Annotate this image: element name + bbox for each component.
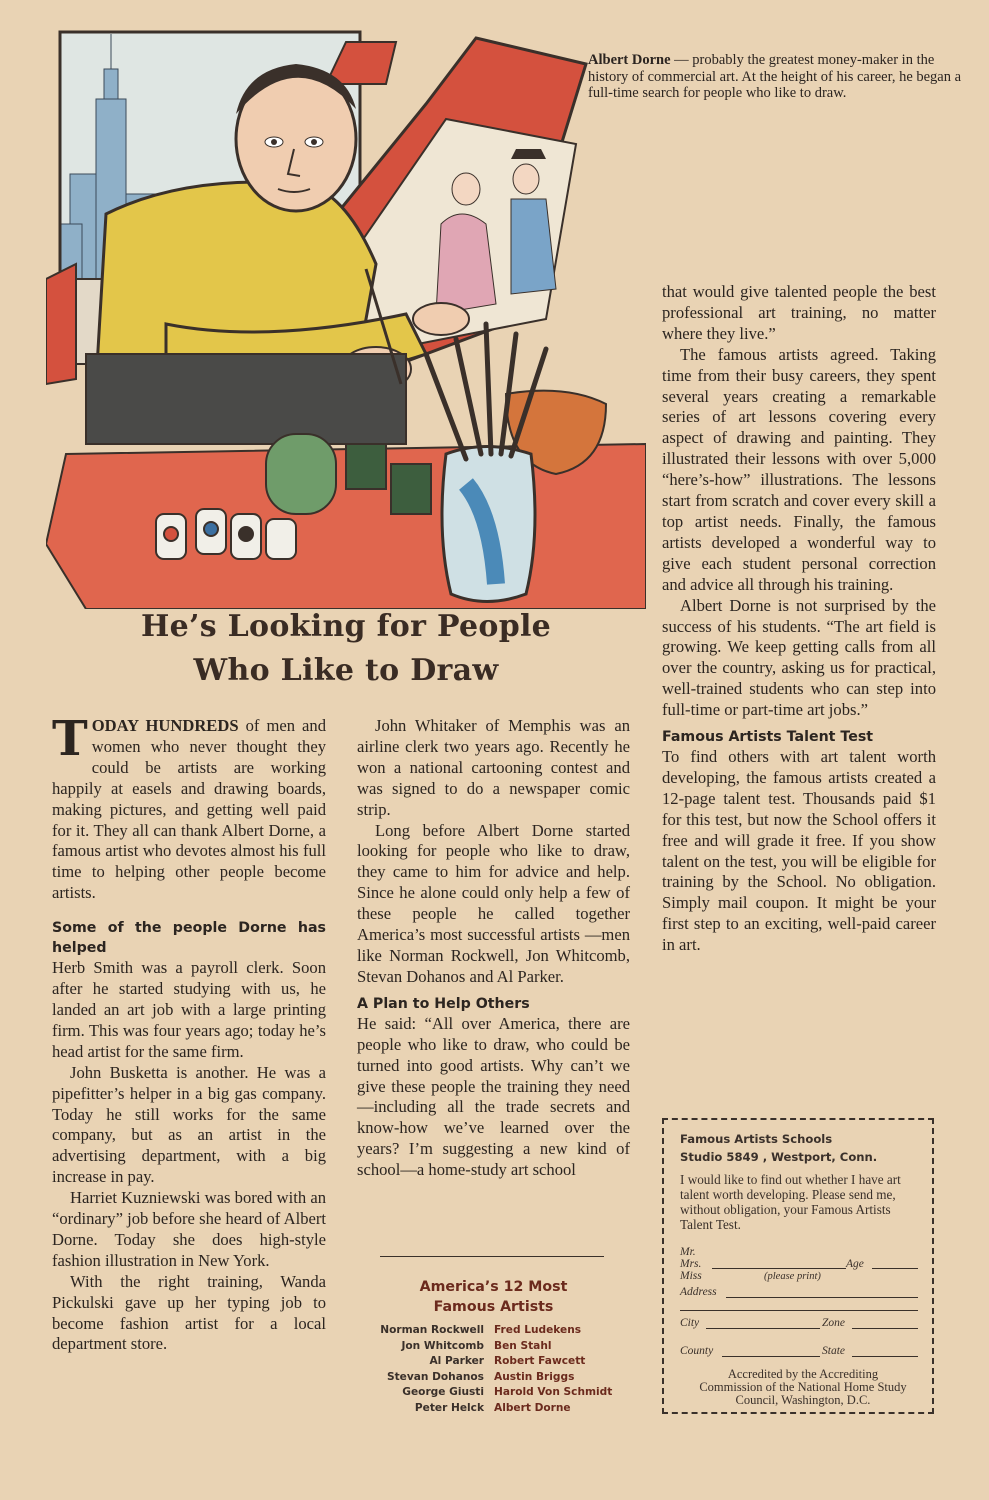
artist-name: Ben Stahl xyxy=(494,1339,552,1352)
section-heading-helped: Some of the people Dorne has helped xyxy=(52,920,326,957)
article-column-2 xyxy=(357,716,630,1181)
artist-name: Fred Ludekens xyxy=(494,1324,582,1336)
coupon-body: I would like to find out whether I have art talent worth developing. Please send me, without obligation, your Famous Artists Talent Test. xyxy=(680,1172,901,1232)
zone-line[interactable] xyxy=(852,1328,918,1329)
paragraph: With the right training, Wanda Pickulski gave up her typing job to become fashion artist for a local department store. xyxy=(52,1271,326,1354)
paragraph: that would give talented people the best professional art training, no matter where they live.” xyxy=(662,282,936,343)
mail-coupon[interactable] xyxy=(662,1118,934,1414)
paragraph: John Whitaker of Memphis was an airline clerk two years ago. Recently he won a national cartooning contest and was signed to do a newspaper comic strip. xyxy=(357,716,630,819)
famous-artists-list xyxy=(350,1323,650,1416)
artist-name: Albert Dorne xyxy=(494,1401,571,1414)
list-item xyxy=(350,1339,650,1355)
albert-dorne-illustration xyxy=(46,24,646,609)
intro-smallcaps: ODAY HUNDREDS xyxy=(91,716,239,735)
please-print-note: (please print) xyxy=(764,1271,821,1282)
paragraph: Albert Dorne is not surprised by the success of his students. “The art field is growing. We keep getting calls from all over the country, asking us for practical, well-trained students who can step into full-time or part-time art jobs.” xyxy=(662,595,936,720)
headline-line-1: He’s Looking for People xyxy=(140,609,552,644)
artist-name: Austin Briggs xyxy=(494,1370,575,1383)
mr-label: Mr. xyxy=(680,1246,696,1258)
paragraph: Long before Albert Dorne started looking for people who like to draw, they came to him for advice and help. Since he alone could only help a few of these people he called together America’s most successful artists —men like Norman Rockwell, Jon Whitcomb, Stevan Dohanos and Al Parker. xyxy=(357,820,630,986)
age-label: Age xyxy=(846,1258,864,1270)
age-line[interactable] xyxy=(872,1268,918,1269)
state-label: State xyxy=(822,1345,845,1357)
county-label: County xyxy=(680,1345,714,1357)
coupon-studio-address: Studio 5849 , Westport, Conn. xyxy=(680,1150,878,1164)
city-line[interactable] xyxy=(706,1328,820,1329)
paragraph: Harriet Kuzniewski was bored with an “ordinary” job before she heard of Albert Dorne. Today she does high-style fashion illustration in New York. xyxy=(52,1188,326,1270)
coupon-title xyxy=(680,1130,930,1166)
name-line[interactable] xyxy=(712,1268,846,1269)
list-item xyxy=(350,1370,650,1386)
caption-text: — probably the greatest money-maker in the history of commercial art. At the height of his career, he began a full-time search for people who like to draw. xyxy=(588,52,962,101)
drop-cap: T xyxy=(52,711,88,767)
artist-name: Norman Rockwell xyxy=(380,1324,484,1336)
artist-name: Robert Fawcett xyxy=(494,1355,586,1367)
artist-name: Al Parker xyxy=(429,1355,484,1367)
caption-name: Albert Dorne xyxy=(588,52,671,68)
famous-artists-title-line-2: Famous Artists xyxy=(433,1299,554,1315)
divider xyxy=(380,1256,604,1257)
headline xyxy=(46,605,646,693)
headline-line-2: Who Like to Draw xyxy=(193,653,499,688)
coupon-school-name: Famous Artists Schools xyxy=(680,1132,833,1146)
paragraph: He said: “All over America, there are people who like to draw, who could be turned into good artists. Why can’t we give these people the training they need—including all the trade secrets and know-how we’ve learned over the years? I’m suggesting a new kind of school—a home-study art school xyxy=(357,1013,630,1180)
address-line[interactable] xyxy=(726,1297,918,1298)
famous-artists-title xyxy=(357,1277,630,1317)
list-item xyxy=(350,1385,650,1401)
zone-label: Zone xyxy=(822,1317,845,1329)
intro-paragraph xyxy=(52,711,326,904)
paragraph: To find others with art talent worth developing, the famous artists created a 12-page talent test. Thousands paid $1 for this test, but now the School offers it free and will grade it free. If you show talent on the test, you will be eligible for training by the School. No obligation. Simply mail coupon. It might be your first step to an exciting, well-paid career in art. xyxy=(662,747,936,955)
paragraph: Herb Smith was a payroll clerk. Soon after he started studying with us, he landed an art job with a large printing firm. This was four years ago; today he’s head artist for the same firm. xyxy=(52,958,326,1061)
article-column-1 xyxy=(52,711,326,1355)
artist-name: George Giusti xyxy=(402,1386,484,1398)
county-line[interactable] xyxy=(722,1356,820,1357)
artist-name: Jon Whitcomb xyxy=(401,1339,484,1352)
intro-text: of men and women who never thought they could be artists are working happily at easels and drawing boards, making pictures, and getting well paid for it. They all can thank Albert Dorne, a famous artist who devotes almost his full time to helping other people become artists. xyxy=(52,716,326,903)
artist-name: Stevan Dohanos xyxy=(386,1370,484,1383)
paragraph: The famous artists agreed. Taking time from their busy careers, they spent several years creating a remarkable series of art lessons covering every aspect of drawing and painting. They illustrated their lessons with over 5,000 “here’s-how” illustrations. The lessons start from scratch and cover every skill a top artist needs. Finally, the famous artists developed a wonderful way to give each student personal correction and advice all through his training. xyxy=(662,344,936,594)
address-line-2[interactable] xyxy=(680,1310,918,1311)
paragraph: John Busketta is another. He was a pipefitter’s helper in a big gas company. Today he still works for the same company, but as an artist in the advertising department, with a big increase in pay. xyxy=(52,1062,326,1187)
famous-artists-title-line-1: America’s 12 Most xyxy=(419,1279,568,1295)
list-item xyxy=(350,1401,650,1417)
address-label: Address xyxy=(680,1286,717,1298)
artist-name: Harold Von Schmidt xyxy=(494,1386,613,1398)
state-line[interactable] xyxy=(852,1356,918,1357)
article-column-3 xyxy=(662,282,936,956)
artist-name: Peter Helck xyxy=(414,1401,484,1414)
list-item xyxy=(350,1354,650,1370)
accreditation-note: Accredited by the Accrediting Commission of the National Home Study Council, Washington, D.C. xyxy=(699,1367,907,1407)
mrs-label: Mrs. xyxy=(680,1258,702,1270)
section-heading-plan: A Plan to Help Others xyxy=(357,995,530,1012)
list-item xyxy=(350,1323,650,1339)
miss-label: Miss xyxy=(680,1270,702,1282)
city-label: City xyxy=(680,1317,700,1329)
illustration-caption xyxy=(588,52,968,102)
section-heading-talent-test: Famous Artists Talent Test xyxy=(662,729,874,746)
